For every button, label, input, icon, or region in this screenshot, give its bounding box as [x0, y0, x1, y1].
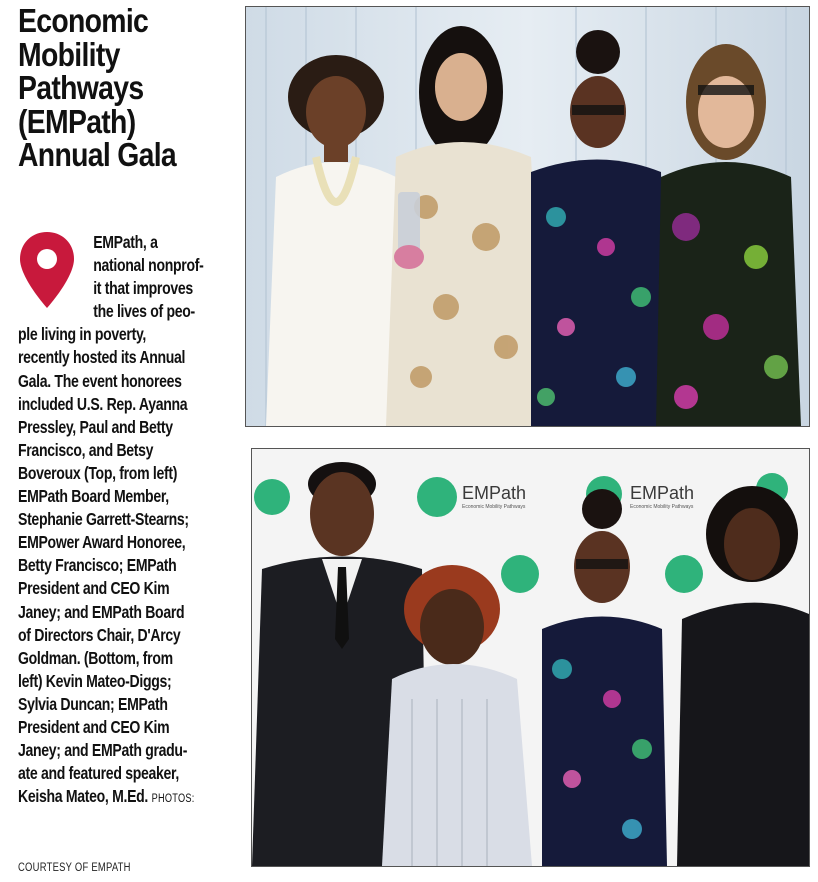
- headline-line: (EMPath): [18, 102, 136, 140]
- caption-line: of Directors Chair, D'Arcy: [18, 624, 181, 645]
- caption-line: Gala. The event honorees: [18, 370, 182, 391]
- caption-line: ate and featured speaker,: [18, 763, 179, 784]
- backdrop-logo-tagline: Economic Mobility Pathways: [630, 504, 694, 510]
- caption-line: [18, 785, 226, 811]
- backdrop-logo-tagline: Economic Mobility Pathways: [462, 504, 526, 510]
- caption-line: President and CEO Kim: [18, 578, 170, 599]
- photo-credit: PHOTOS:: [151, 793, 195, 806]
- caption-line: Francisco, and Betsy: [18, 439, 154, 460]
- caption-line: left) Kevin Mateo-Diggs;: [18, 670, 172, 691]
- caption-line: the lives of peo-: [93, 301, 195, 322]
- bottom-photo: [251, 448, 810, 867]
- backdrop-logo-name: EMPath: [462, 483, 527, 503]
- caption-line: national nonprof-: [93, 255, 204, 276]
- caption-line: EMPath Board Member,: [18, 486, 169, 507]
- caption-line: Betty Francisco; EMPath: [18, 555, 177, 576]
- caption-line: Boveroux (Top, from left): [18, 462, 178, 483]
- headline-line: Annual Gala: [18, 136, 177, 173]
- headline-line: Economic: [18, 2, 149, 39]
- headline-line: Pathways: [18, 69, 144, 106]
- caption-line: Pressley, Paul and Betty: [18, 416, 173, 437]
- caption-line: President and CEO Kim: [18, 716, 170, 737]
- caption-line: Stephanie Garrett-Stearns;: [18, 509, 189, 530]
- headline-line: Mobility: [18, 35, 120, 73]
- caption-line: recently hosted its Annual: [18, 347, 186, 368]
- caption-line: EMPower Award Honoree,: [18, 532, 186, 553]
- backdrop-logo-name: EMPath: [630, 483, 695, 503]
- caption-line: it that improves: [93, 278, 193, 299]
- caption-line: Janey; and EMPath Board: [18, 601, 185, 622]
- caption-last-line: Keisha Mateo, M.Ed.: [18, 786, 149, 807]
- headline: [18, 4, 203, 172]
- photo-credit-source: COURTESY OF EMPATH: [18, 862, 131, 874]
- top-photo: [245, 6, 810, 427]
- caption-line: Goldman. (Bottom, from: [18, 647, 173, 668]
- caption-line: Sylvia Duncan; EMPath: [18, 693, 168, 714]
- caption-line: EMPath, a: [93, 232, 158, 252]
- caption-line: Janey; and EMPath gradu-: [18, 740, 188, 761]
- caption-line: included U.S. Rep. Ayanna: [18, 393, 188, 414]
- photo-caption: [18, 231, 226, 811]
- caption-line: ple living in poverty,: [18, 324, 146, 345]
